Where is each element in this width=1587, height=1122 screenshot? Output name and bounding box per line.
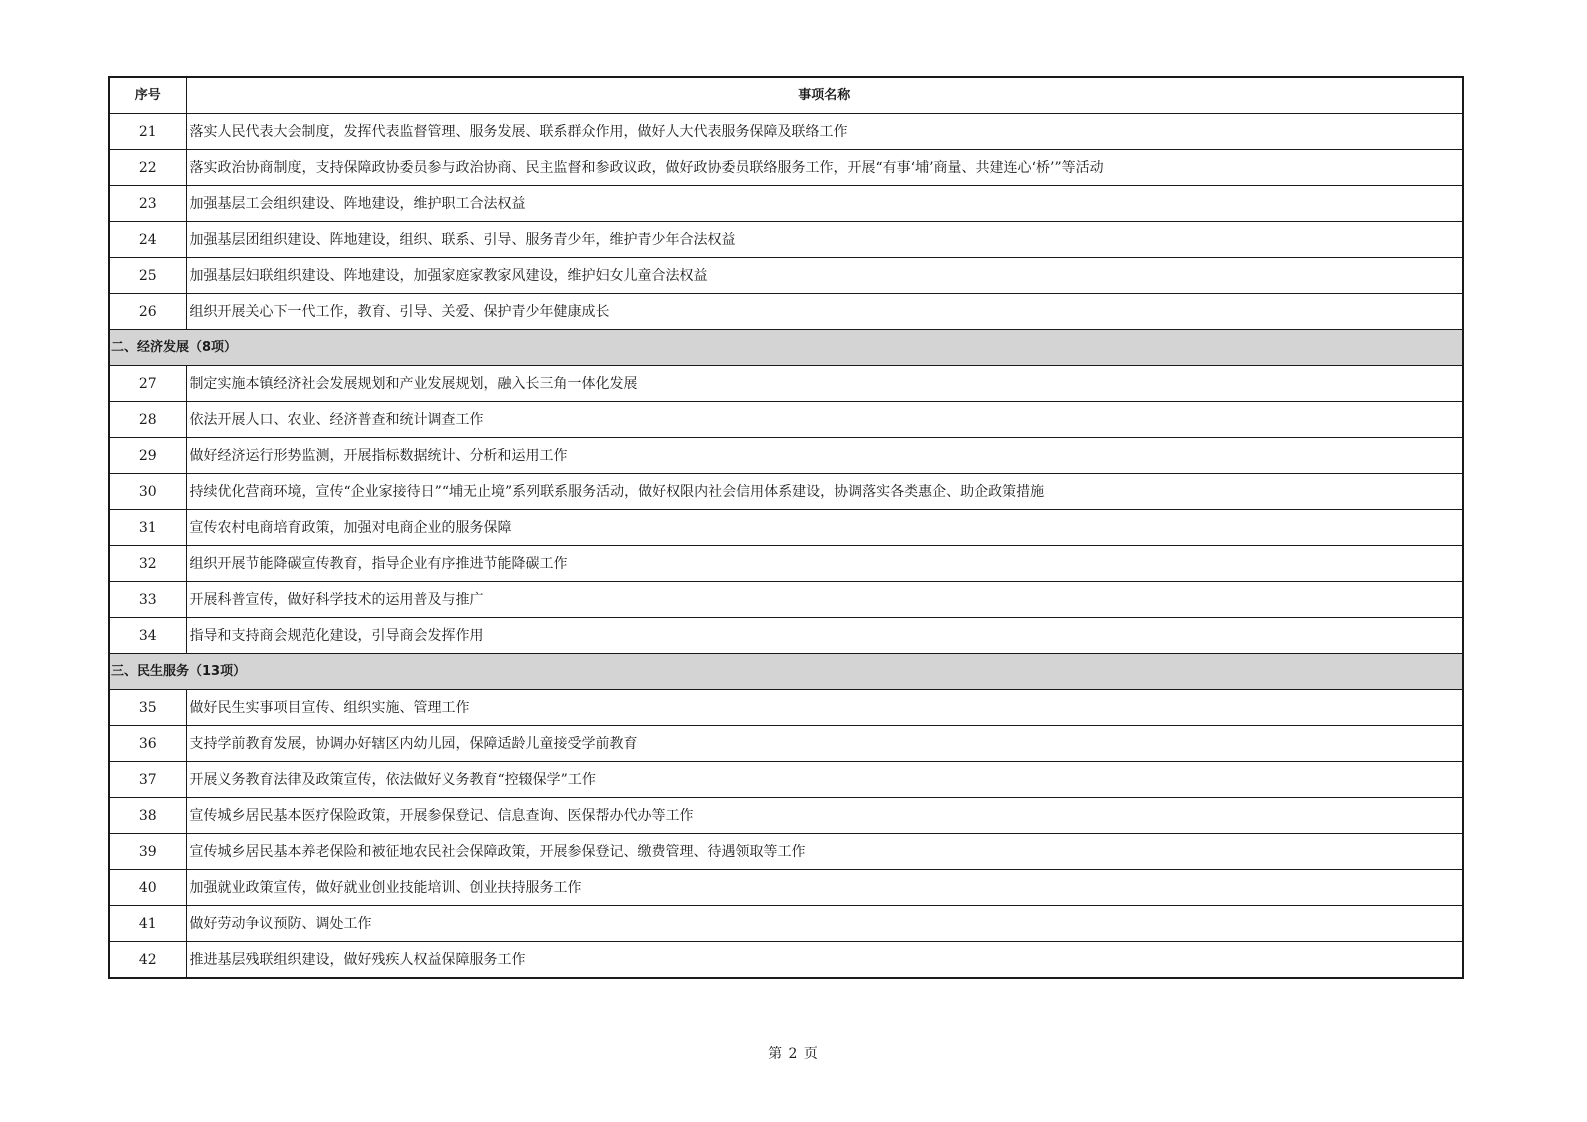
row-number: 28: [109, 402, 186, 438]
page-number: 第 2 页: [768, 1046, 819, 1062]
row-number: 30: [109, 474, 186, 510]
matter-name: 组织开展关心下一代工作，教育、引导、关爱、保护青少年健康成长: [186, 294, 1463, 330]
section-heading: 二、经济发展（8项）: [109, 330, 1463, 366]
matter-name: 依法开展人口、农业、经济普查和统计调查工作: [186, 402, 1463, 438]
table-row: [109, 438, 1463, 474]
matter-name: 指导和支持商会规范化建设，引导商会发挥作用: [186, 618, 1463, 654]
matter-name: 落实政治协商制度，支持保障政协委员参与政治协商、民主监督和参政议政，做好政协委员联络服务工作，开展“有事‘埔’商量、共建连心‘桥’”等活动: [186, 150, 1463, 186]
table-row: [109, 366, 1463, 402]
table-row: [109, 546, 1463, 582]
column-header-name: 事项名称: [186, 77, 1463, 114]
table-row: [109, 906, 1463, 942]
row-number: 32: [109, 546, 186, 582]
matter-name: 落实人民代表大会制度，发挥代表监督管理、服务发展、联系群众作用，做好人大代表服务保障及联络工作: [186, 114, 1463, 150]
row-number: 37: [109, 762, 186, 798]
table-row: [109, 834, 1463, 870]
table-row: [109, 582, 1463, 618]
table-row: [109, 618, 1463, 654]
column-header-no: 序号: [109, 77, 186, 114]
table-row: [109, 114, 1463, 150]
table-row: [109, 186, 1463, 222]
table-row: [109, 798, 1463, 834]
row-number: 29: [109, 438, 186, 474]
table-row: [109, 294, 1463, 330]
table-row: [109, 690, 1463, 726]
section-row: [109, 654, 1463, 690]
row-number: 24: [109, 222, 186, 258]
row-number: 22: [109, 150, 186, 186]
matter-name: 组织开展节能降碳宣传教育，指导企业有序推进节能降碳工作: [186, 546, 1463, 582]
row-number: 41: [109, 906, 186, 942]
matter-name: 制定实施本镇经济社会发展规划和产业发展规划，融入长三角一体化发展: [186, 366, 1463, 402]
matter-name: 持续优化营商环境，宣传“企业家接待日”“埔无止境”系列联系服务活动，做好权限内社会信用体系建设，协调落实各类惠企、助企政策措施: [186, 474, 1463, 510]
row-number: 27: [109, 366, 186, 402]
matter-name: 开展科普宣传，做好科学技术的运用普及与推广: [186, 582, 1463, 618]
table-row: [109, 474, 1463, 510]
row-number: 34: [109, 618, 186, 654]
matter-name: 加强基层妇联组织建设、阵地建设，加强家庭家教家风建设，维护妇女儿童合法权益: [186, 258, 1463, 294]
matter-name: 推进基层残联组织建设，做好残疾人权益保障服务工作: [186, 942, 1463, 979]
row-number: 23: [109, 186, 186, 222]
matter-name: 支持学前教育发展，协调办好辖区内幼儿园，保障适龄儿童接受学前教育: [186, 726, 1463, 762]
matter-name: 做好民生实事项目宣传、组织实施、管理工作: [186, 690, 1463, 726]
row-number: 40: [109, 870, 186, 906]
row-number: 35: [109, 690, 186, 726]
table-row: [109, 762, 1463, 798]
matter-name: 加强基层团组织建设、阵地建设，组织、联系、引导、服务青少年，维护青少年合法权益: [186, 222, 1463, 258]
table-row: [109, 402, 1463, 438]
row-number: 31: [109, 510, 186, 546]
table-row: [109, 258, 1463, 294]
table-row: [109, 222, 1463, 258]
matter-name: 加强就业政策宣传，做好就业创业技能培训、创业扶持服务工作: [186, 870, 1463, 906]
matter-name: 宣传农村电商培育政策，加强对电商企业的服务保障: [186, 510, 1463, 546]
matter-name: 开展义务教育法律及政策宣传，依法做好义务教育“控辍保学”工作: [186, 762, 1463, 798]
section-row: [109, 330, 1463, 366]
matter-name: 加强基层工会组织建设、阵地建设，维护职工合法权益: [186, 186, 1463, 222]
table-row: [109, 510, 1463, 546]
row-number: 33: [109, 582, 186, 618]
table-row: [109, 942, 1463, 979]
table-row: [109, 726, 1463, 762]
matters-table: [108, 76, 1464, 979]
row-number: 26: [109, 294, 186, 330]
row-number: 38: [109, 798, 186, 834]
row-number: 21: [109, 114, 186, 150]
table-row: [109, 150, 1463, 186]
row-number: 39: [109, 834, 186, 870]
row-number: 36: [109, 726, 186, 762]
matter-name: 做好劳动争议预防、调处工作: [186, 906, 1463, 942]
matter-name: 做好经济运行形势监测，开展指标数据统计、分析和运用工作: [186, 438, 1463, 474]
section-heading: 三、民生服务（13项）: [109, 654, 1463, 690]
table-row: [109, 870, 1463, 906]
matter-name: 宣传城乡居民基本养老保险和被征地农民社会保障政策，开展参保登记、缴费管理、待遇领取等工作: [186, 834, 1463, 870]
row-number: 25: [109, 258, 186, 294]
table-body: [109, 114, 1463, 979]
row-number: 42: [109, 942, 186, 979]
table-header-row: [109, 77, 1463, 114]
matter-name: 宣传城乡居民基本医疗保险政策，开展参保登记、信息查询、医保帮办代办等工作: [186, 798, 1463, 834]
